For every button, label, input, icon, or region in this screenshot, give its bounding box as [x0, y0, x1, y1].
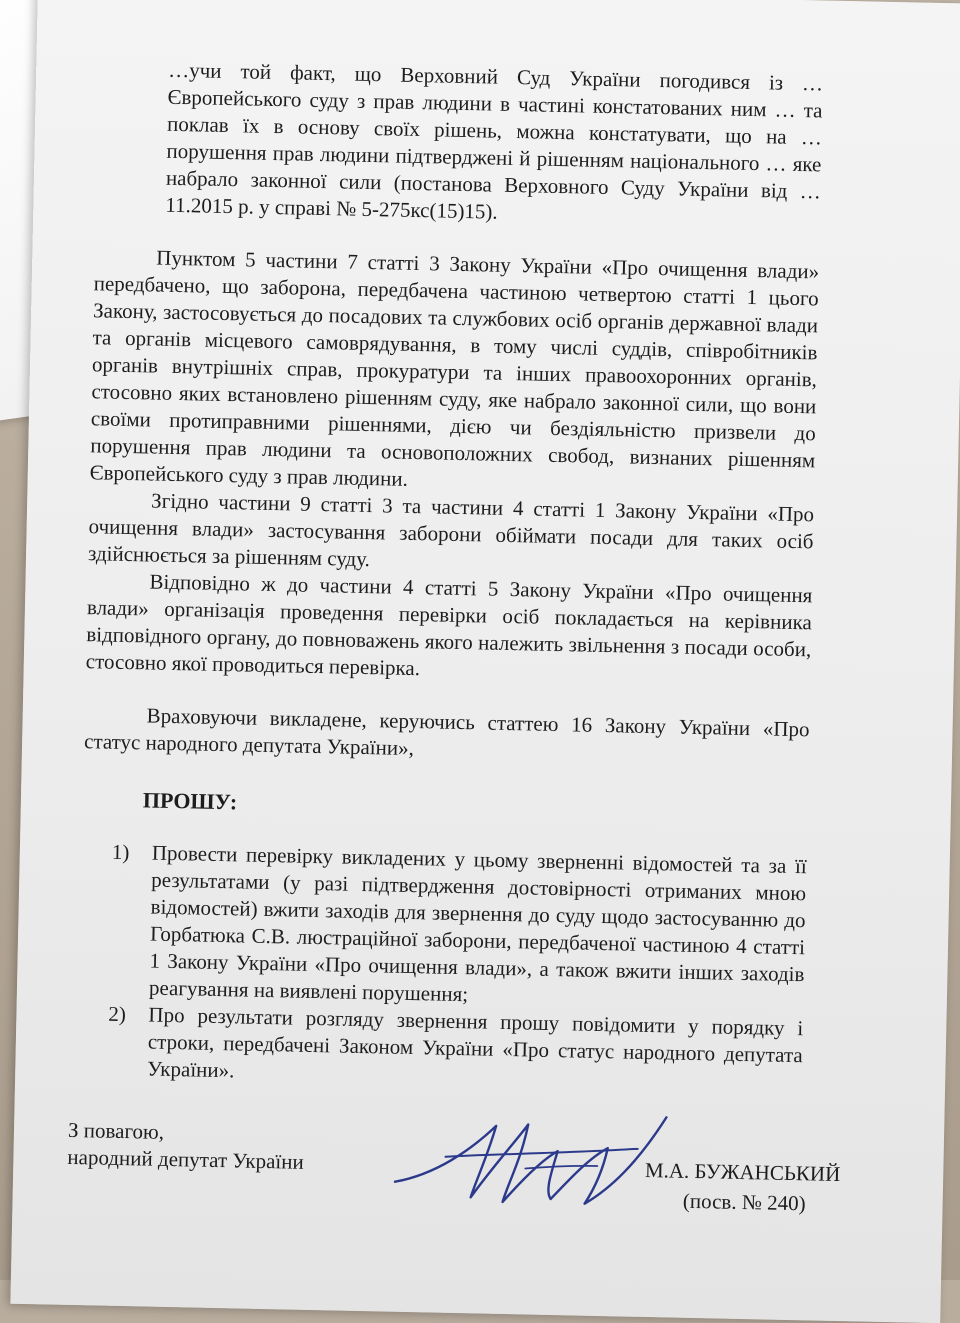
intro-paragraph: …учи той факт, що Верховний Суд України погодився із … Європейського суду з прав людини в частині констатованих ним … та поклав їх в основу своїх рішень, можна констатувати, що на … порушення прав людини підтверджені й рішенням національного … яке набрало законної сили (постанова Верховного Суду України від …11.2015 р. у справі № 5-275кс(15)15). — [165, 57, 824, 224]
document-page — [10, 0, 960, 1323]
signature-block — [67, 1117, 841, 1242]
request-heading: ПРОШУ: — [142, 787, 238, 815]
request-number: 2) — [108, 1001, 127, 1027]
request-item — [79, 838, 807, 1015]
signer-position: народний депутат України — [67, 1144, 304, 1174]
paragraph-law-article-5: Відповідно ж до частини 4 статті 5 Закону України «Про очищення влади» організація проведення перевірки осіб покладається на керівника відповідного органу, до повноважень якого належить звільнення з посади особи, стосовно якої проводиться перевірка. — [85, 569, 813, 681]
request-item — [77, 1000, 804, 1096]
paragraph-law-clause-9: Згідно частини 9 статті 3 та частини 4 статті 1 Закону України «Про очищення влади» застосування заборони обіймати посади для таких осіб здійснюється за рішенням суду. — [87, 488, 815, 572]
paragraph-law-clause-5: Пунктом 5 частини 7 статті 3 Закону України «Про очищення влади» передбачено, що заборона, передбачена частиною четвертою статті 1 цього Закону, застосовується до посадових та службових осіб органів державної влади та органів місцевого самоврядування, в тому числі суддів, співробітників органів внутрішніх справ, прокуратури та інших правоохоронних органів, стосовно яких встановлено рішенням суду, яке набрало законної сили, що вони своїми протиправними рішеннями, дією чи бездіяльністю призвели до порушення прав людини та основоположних свобод, визнаних рішенням Європейського суду з прав людини. — [89, 245, 820, 491]
signer-name: М.А. БУЖАНСЬКИЙ — [644, 1157, 841, 1187]
signer-certificate: (посв. № 240) — [682, 1188, 806, 1216]
request-text: Про результати розгляду звернення прошу повідомити у порядку і строки, передбачені Законом України «Про статус народного депутата України». — [147, 1002, 804, 1083]
closing-phrase: З повагою, — [67, 1117, 165, 1144]
handwritten-signature — [374, 1103, 676, 1219]
request-number: 1) — [111, 839, 130, 865]
closing-block — [67, 1117, 304, 1176]
request-list — [77, 838, 807, 1096]
paragraph-considering: Враховуючи викладене, керуючись статтею 16 Закону України «Про статус народного депутата України», — [83, 703, 810, 761]
request-text: Провести перевірку викладених у цьому зверненні відомостей та за її результатами (у разі підтвердження достовірності отриманих мною відомостей) вжити заходів для звернення до суду щодо застосуванню до Горбатюка С.В. люстраційної заборони, передбаченої частиною 4 статті 1 Закону України «Про очищення влади», а також вжити інших заходів реагування на виявлені порушення; — [148, 840, 807, 1007]
document-body — [67, 55, 841, 1242]
